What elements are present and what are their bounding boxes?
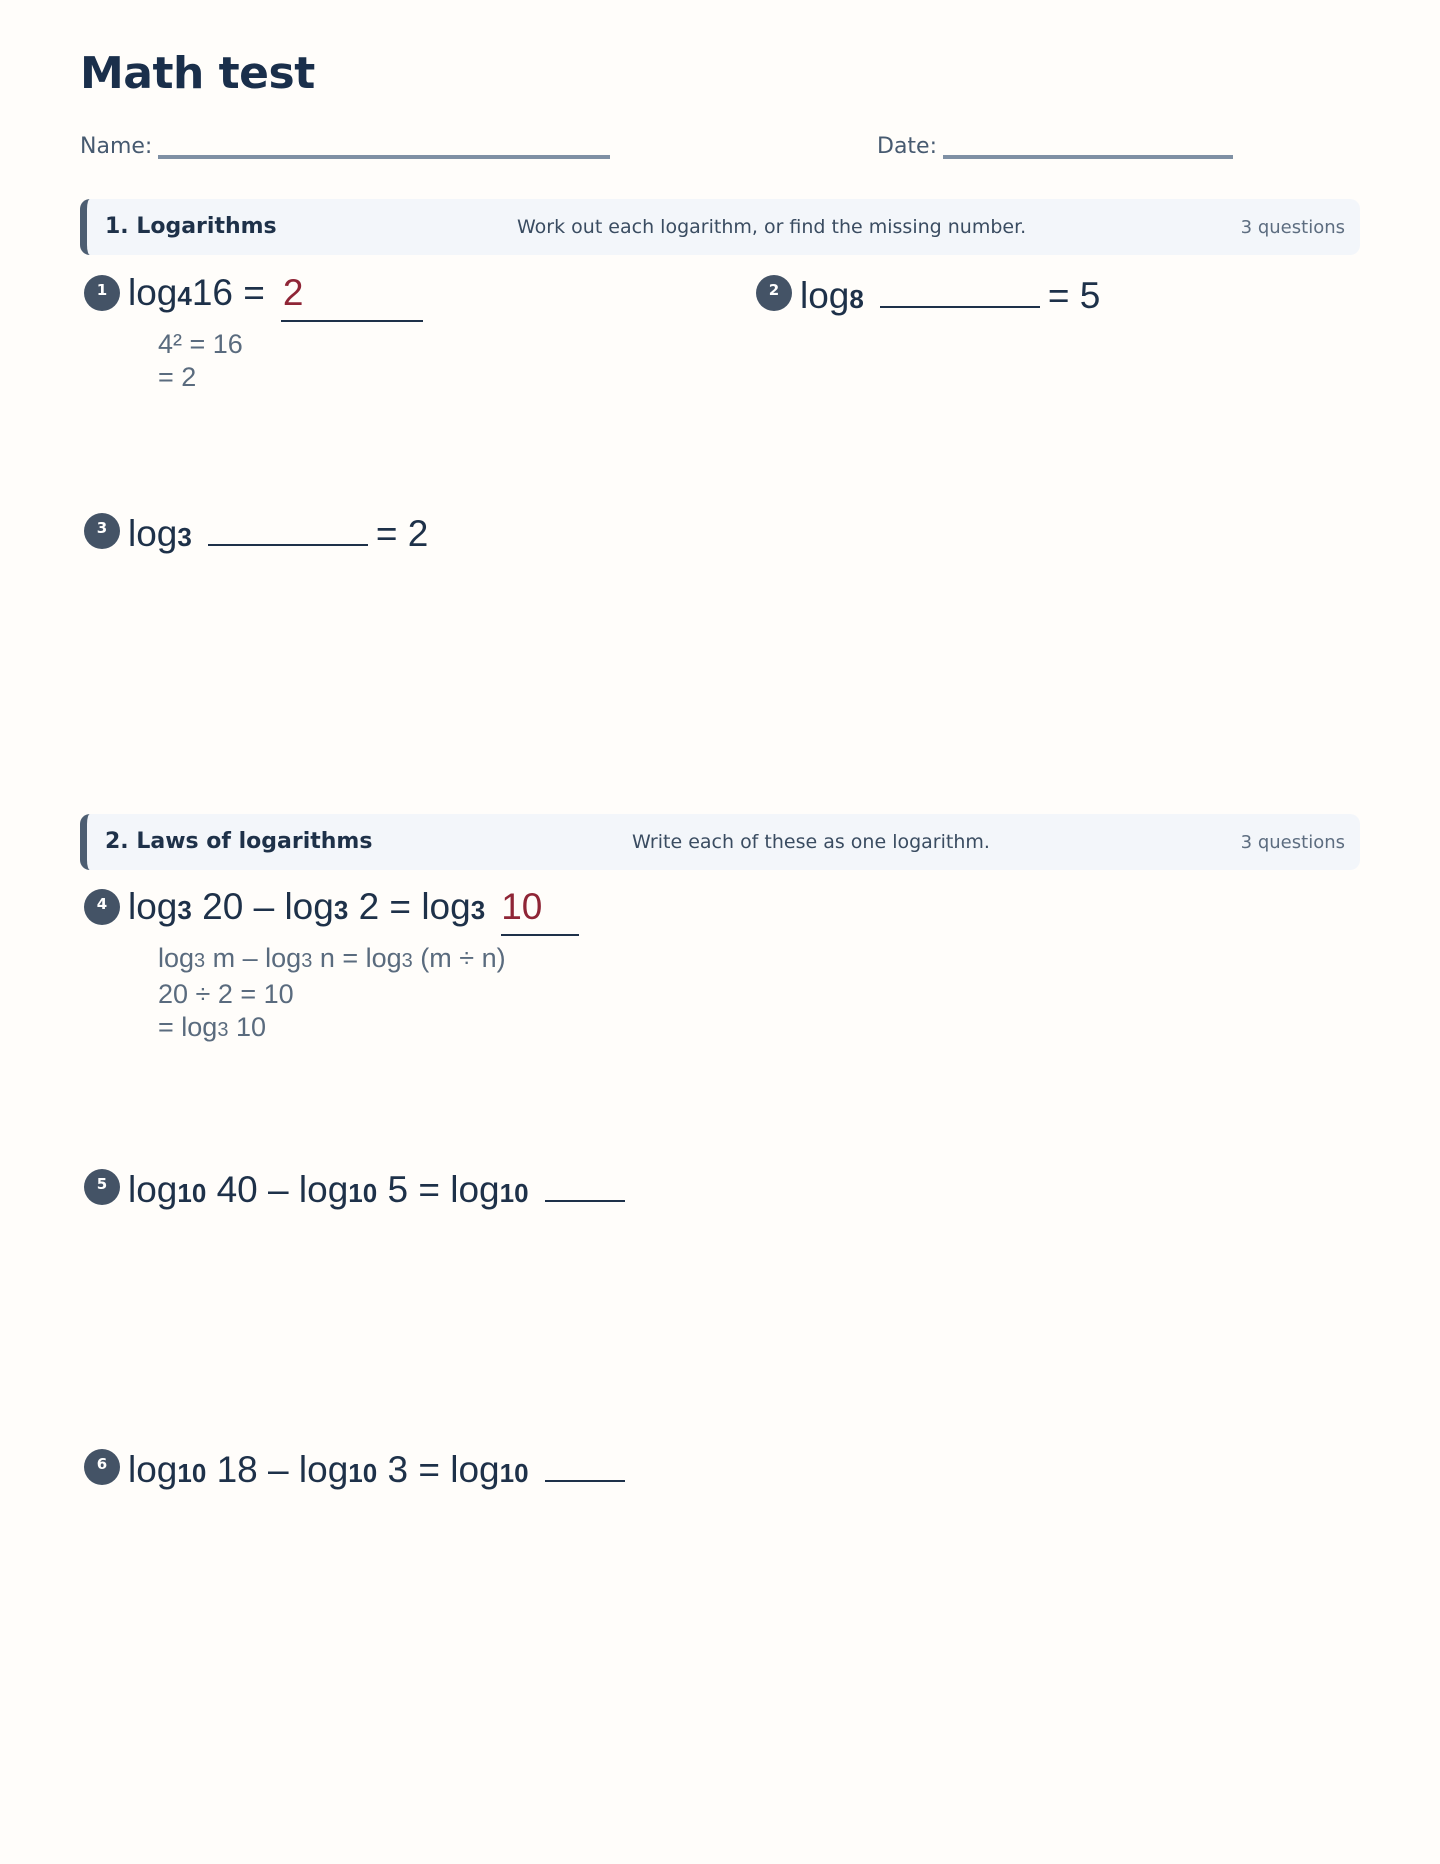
- section-1-title: 1. Logarithms: [105, 214, 277, 239]
- question-3-number-badge: 3: [84, 513, 120, 549]
- question-1-working-line-2: = 2: [158, 362, 197, 392]
- question-1-working: [158, 328, 243, 394]
- section-1-header: [80, 199, 1360, 255]
- date-input-line[interactable]: [943, 137, 1233, 159]
- section-2-instruction: Write each of these as one logarithm.: [632, 831, 990, 853]
- section-2-title: 2. Laws of logarithms: [105, 829, 373, 854]
- question-4-working: [158, 942, 506, 1047]
- question-2-expression: log 8 = 5: [800, 272, 1100, 317]
- question-4-working-step-3: = log3 10: [158, 1012, 266, 1042]
- question-1: [80, 272, 423, 322]
- question-2: [752, 272, 1100, 317]
- question-3-answer-blank[interactable]: [208, 510, 368, 546]
- section-1-count: 3 questions: [1240, 217, 1345, 238]
- question-5-number-badge: 5: [84, 1169, 120, 1205]
- name-label: Name:: [80, 134, 153, 159]
- date-label: Date:: [877, 134, 937, 159]
- question-4-expression: log 3 20 – log 3 2 = log 3 10: [128, 886, 579, 936]
- question-5: [80, 1166, 633, 1211]
- section-1-instruction: Work out each logarithm, or find the missing number.: [517, 216, 1027, 238]
- question-1-number-badge: 1: [84, 275, 120, 311]
- question-4-working-step-2: 20 ÷ 2 = 10: [158, 979, 294, 1009]
- question-2-number-badge: 2: [756, 275, 792, 311]
- question-4-working-rule: log3 m – log3 n = log3 (m ÷ n): [158, 943, 506, 973]
- question-6-number-badge: 6: [84, 1449, 120, 1485]
- question-5-answer-blank[interactable]: [545, 1166, 625, 1202]
- date-field: [877, 134, 1233, 159]
- question-1-answer[interactable]: 2: [281, 272, 423, 322]
- page-title: Math test: [80, 48, 315, 99]
- section-2-header: [80, 814, 1360, 870]
- question-2-answer-blank[interactable]: [880, 272, 1040, 308]
- question-6: [80, 1446, 633, 1491]
- question-1-expression: log 4 16 = 2: [128, 272, 423, 322]
- question-1-working-line-1: 4² = 16: [158, 329, 243, 359]
- worksheet-page: [80, 0, 1360, 1864]
- question-4-number-badge: 4: [84, 889, 120, 925]
- question-3: [80, 510, 428, 555]
- question-3-expression: log 3 = 2: [128, 510, 428, 555]
- name-field: [80, 134, 610, 159]
- name-input-line[interactable]: [158, 137, 610, 159]
- question-5-expression: log 10 40 – log 10 5 = log 10: [128, 1166, 633, 1211]
- question-4: [80, 886, 579, 936]
- question-6-expression: log 10 18 – log 10 3 = log 10: [128, 1446, 633, 1491]
- question-4-answer[interactable]: 10: [501, 886, 579, 936]
- question-6-answer-blank[interactable]: [545, 1446, 625, 1482]
- section-2-count: 3 questions: [1240, 832, 1345, 853]
